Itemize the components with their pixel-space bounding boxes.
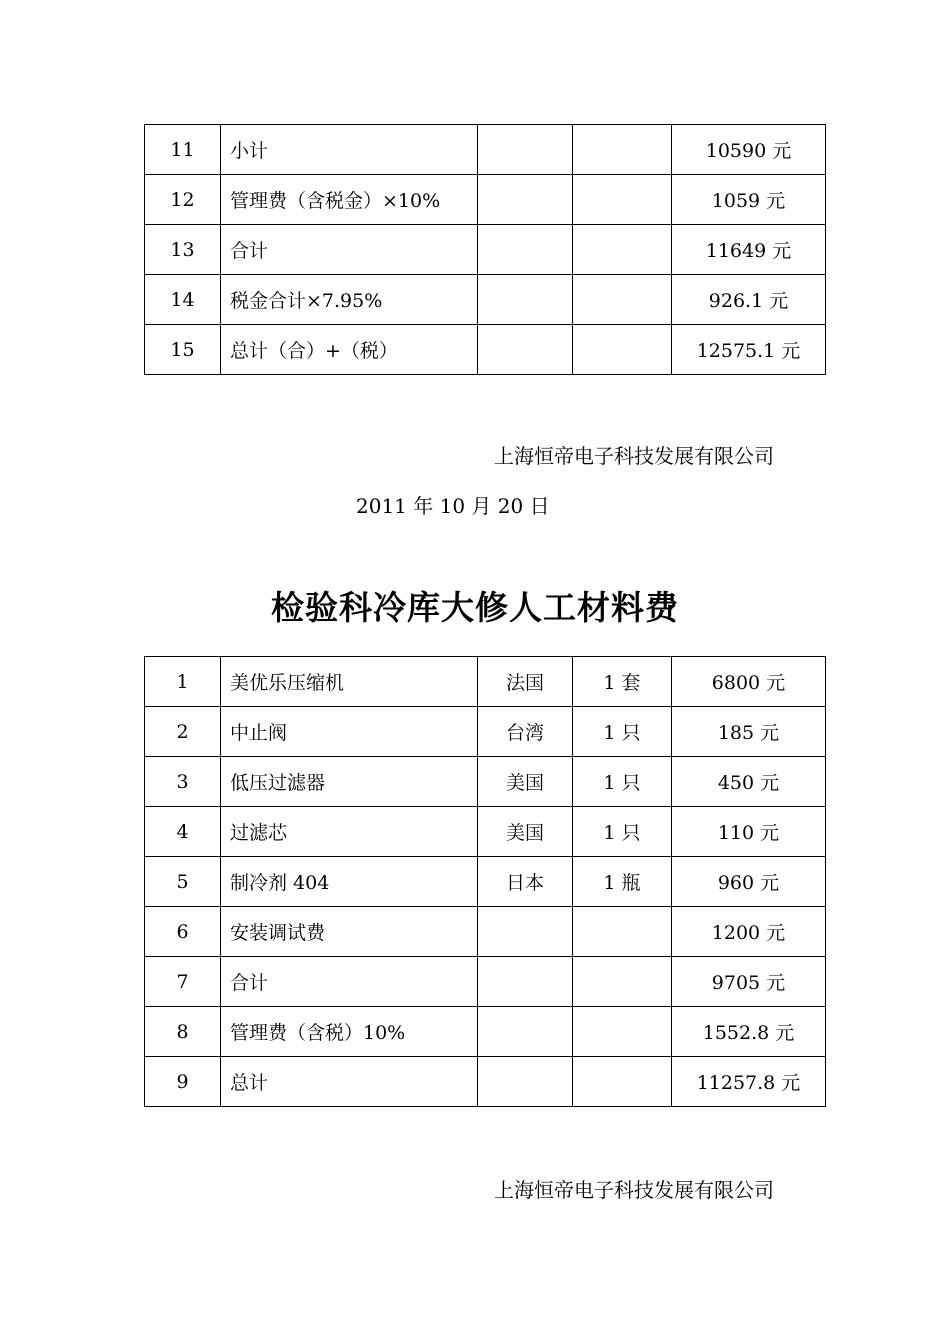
quantity-cell: 1 只 (573, 807, 672, 857)
amount-cell: 960 元 (672, 857, 826, 907)
item-name: 安装调试费 (221, 907, 478, 957)
quantity-cell (573, 275, 672, 325)
origin-cell (478, 325, 573, 375)
table-row (145, 707, 826, 757)
quantity-cell (573, 325, 672, 375)
repair-cost-body (145, 657, 826, 1107)
quantity-cell (573, 907, 672, 957)
item-name: 低压过滤器 (221, 757, 478, 807)
table-row (145, 125, 826, 175)
item-name: 中止阀 (221, 707, 478, 757)
item-name: 税金合计×7.95% (221, 275, 478, 325)
quantity-cell (573, 1007, 672, 1057)
table-row (145, 1057, 826, 1107)
amount-cell: 6800 元 (672, 657, 826, 707)
amount-cell: 12575.1 元 (672, 325, 826, 375)
table-row (145, 175, 826, 225)
origin-cell (478, 225, 573, 275)
quantity-cell (573, 1057, 672, 1107)
amount-cell: 11649 元 (672, 225, 826, 275)
origin-cell (478, 125, 573, 175)
row-number: 9 (145, 1057, 221, 1107)
table-row (145, 957, 826, 1007)
table-row (145, 325, 826, 375)
quantity-cell: 1 套 (573, 657, 672, 707)
row-number: 11 (145, 125, 221, 175)
amount-cell: 9705 元 (672, 957, 826, 1007)
amount-cell: 11257.8 元 (672, 1057, 826, 1107)
origin-cell: 法国 (478, 657, 573, 707)
item-name: 管理费（含税金）×10% (221, 175, 478, 225)
item-name: 总计 (221, 1057, 478, 1107)
amount-cell: 1059 元 (672, 175, 826, 225)
amount-cell: 450 元 (672, 757, 826, 807)
item-name: 小计 (221, 125, 478, 175)
item-name: 美优乐压缩机 (221, 657, 478, 707)
origin-cell: 日本 (478, 857, 573, 907)
row-number: 2 (145, 707, 221, 757)
quantity-cell (573, 175, 672, 225)
quantity-cell: 1 瓶 (573, 857, 672, 907)
quantity-cell (573, 957, 672, 1007)
amount-cell: 1552.8 元 (672, 1007, 826, 1057)
origin-cell (478, 957, 573, 1007)
table-row (145, 907, 826, 957)
row-number: 6 (145, 907, 221, 957)
company-name: 上海恒帝电子科技发展有限公司 (494, 444, 774, 468)
table-row (145, 807, 826, 857)
row-number: 3 (145, 757, 221, 807)
amount-cell: 1200 元 (672, 907, 826, 957)
amount-cell: 185 元 (672, 707, 826, 757)
origin-cell: 台湾 (478, 707, 573, 757)
row-number: 12 (145, 175, 221, 225)
row-number: 15 (145, 325, 221, 375)
repair-cost-table (144, 656, 826, 1107)
item-name: 过滤芯 (221, 807, 478, 857)
company-name: 上海恒帝电子科技发展有限公司 (494, 1178, 774, 1202)
document-date: 2011 年 10 月 20 日 (356, 494, 550, 518)
origin-cell: 美国 (478, 757, 573, 807)
origin-cell (478, 275, 573, 325)
row-number: 5 (145, 857, 221, 907)
quantity-cell: 1 只 (573, 757, 672, 807)
origin-cell (478, 907, 573, 957)
table-row (145, 857, 826, 907)
origin-cell (478, 1057, 573, 1107)
item-name: 合计 (221, 225, 478, 275)
cost-summary-table (144, 124, 826, 375)
item-name: 制冷剂 404 (221, 857, 478, 907)
row-number: 14 (145, 275, 221, 325)
item-name: 管理费（含税）10% (221, 1007, 478, 1057)
table-row (145, 225, 826, 275)
row-number: 8 (145, 1007, 221, 1057)
item-name: 合计 (221, 957, 478, 1007)
row-number: 13 (145, 225, 221, 275)
amount-cell: 926.1 元 (672, 275, 826, 325)
origin-cell (478, 175, 573, 225)
amount-cell: 110 元 (672, 807, 826, 857)
item-name: 总计（合）+（税） (221, 325, 478, 375)
table-row (145, 275, 826, 325)
origin-cell: 美国 (478, 807, 573, 857)
quantity-cell: 1 只 (573, 707, 672, 757)
amount-cell: 10590 元 (672, 125, 826, 175)
table-row (145, 657, 826, 707)
quantity-cell (573, 225, 672, 275)
row-number: 1 (145, 657, 221, 707)
quantity-cell (573, 125, 672, 175)
row-number: 4 (145, 807, 221, 857)
table-row (145, 757, 826, 807)
row-number: 7 (145, 957, 221, 1007)
table-row (145, 1007, 826, 1057)
section-title: 检验科冷库大修人工材料费 (271, 588, 679, 627)
origin-cell (478, 1007, 573, 1057)
cost-summary-body (145, 125, 826, 375)
